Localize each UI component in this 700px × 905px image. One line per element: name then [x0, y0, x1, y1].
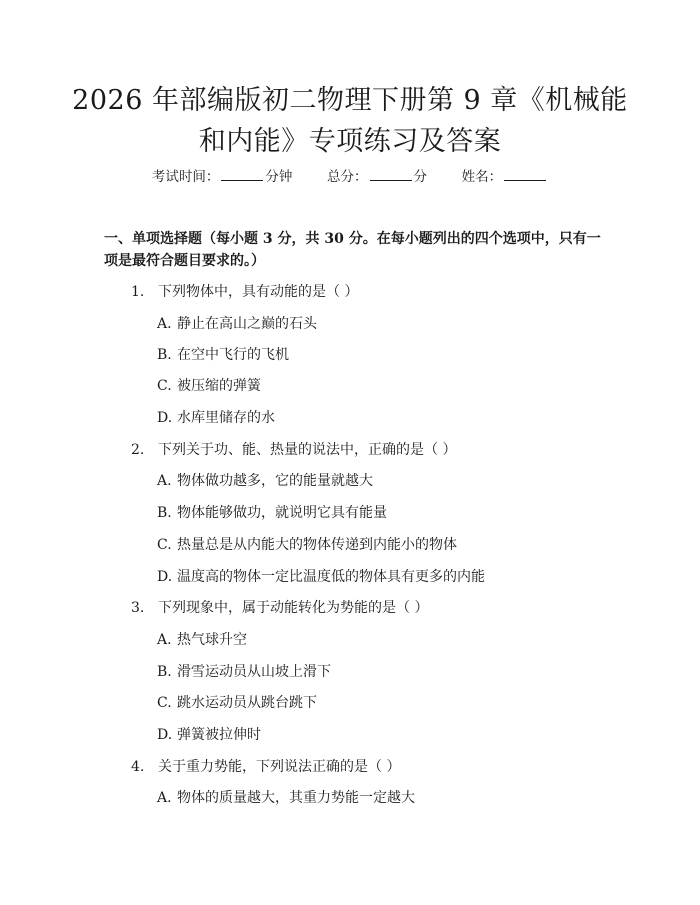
question-text: 关于重力势能，下列说法正确的是（ ） [158, 759, 401, 775]
question-4 [131, 757, 400, 777]
option-4a [157, 788, 415, 808]
option-text: 跳水运动员从跳台跳下 [177, 695, 317, 711]
option-letter: C. [157, 695, 172, 711]
option-letter: B. [157, 347, 172, 363]
time-label: 考试时间： [151, 169, 220, 185]
score-blank [370, 168, 412, 181]
option-letter: C. [157, 378, 172, 394]
option-letter: A. [157, 316, 172, 332]
document-title: 2026 年部编版初二物理下册第 9 章《机械能和内能》专项练习及答案 [72, 85, 628, 157]
option-text: 物体做功越多，它的能量就越大 [177, 473, 373, 489]
option-text: 温度高的物体一定比温度低的物体具有更多的内能 [177, 569, 485, 585]
option-3c [157, 693, 317, 713]
option-text: 被压缩的弹簧 [177, 378, 261, 394]
exam-info-line [0, 167, 700, 187]
option-2d [157, 567, 485, 587]
question-number: 2. [131, 442, 145, 458]
question-number: 1. [131, 284, 145, 300]
question-text: 下列关于功、能、热量的说法中，正确的是（ ） [158, 442, 457, 458]
question-number: 3. [131, 600, 145, 616]
option-1b [157, 345, 289, 365]
time-unit: 分钟 [265, 169, 293, 185]
question-text: 下列现象中，属于动能转化为势能的是（ ） [158, 600, 429, 616]
question-1 [131, 282, 358, 302]
option-3d [157, 725, 261, 745]
option-3a [157, 630, 247, 650]
time-blank [221, 168, 263, 181]
question-3 [131, 598, 428, 618]
option-letter: A. [157, 632, 172, 648]
option-1c [157, 376, 261, 396]
option-text: 水库里储存的水 [177, 410, 275, 426]
option-text: 热量总是从内能大的物体传递到内能小的物体 [177, 537, 457, 553]
option-letter: A. [157, 473, 172, 489]
name-blank [504, 168, 546, 181]
option-letter: B. [157, 505, 172, 521]
option-1a [157, 314, 317, 334]
option-letter: B. [157, 664, 172, 680]
option-text: 物体的质量越大，其重力势能一定越大 [177, 790, 415, 806]
option-3b [157, 662, 331, 682]
question-text: 下列物体中，具有动能的是（ ） [158, 284, 359, 300]
option-2b [157, 503, 387, 523]
name-label: 姓名： [461, 169, 503, 185]
option-letter: A. [157, 790, 172, 806]
option-letter: D. [157, 727, 173, 743]
option-1d [157, 408, 275, 428]
option-text: 在空中飞行的飞机 [177, 347, 289, 363]
question-number: 4. [131, 759, 145, 775]
option-text: 滑雪运动员从山坡上滑下 [177, 664, 331, 680]
section-heading: 一、单项选择题（每小题 3 分，共 30 分。在每小题列出的四个选项中，只有一项是最符合题目要求的。） [104, 231, 601, 269]
option-text: 静止在高山之巅的石头 [177, 316, 317, 332]
option-letter: D. [157, 410, 173, 426]
option-text: 物体能够做功，就说明它具有能量 [177, 505, 387, 521]
option-text: 热气球升空 [177, 632, 247, 648]
option-letter: D. [157, 569, 173, 585]
score-label: 总分： [327, 169, 368, 185]
option-text: 弹簧被拉伸时 [177, 727, 261, 743]
option-2c [157, 535, 457, 555]
option-2a [157, 471, 373, 491]
question-2 [131, 440, 456, 460]
option-letter: C. [157, 537, 172, 553]
score-unit: 分 [413, 169, 427, 185]
